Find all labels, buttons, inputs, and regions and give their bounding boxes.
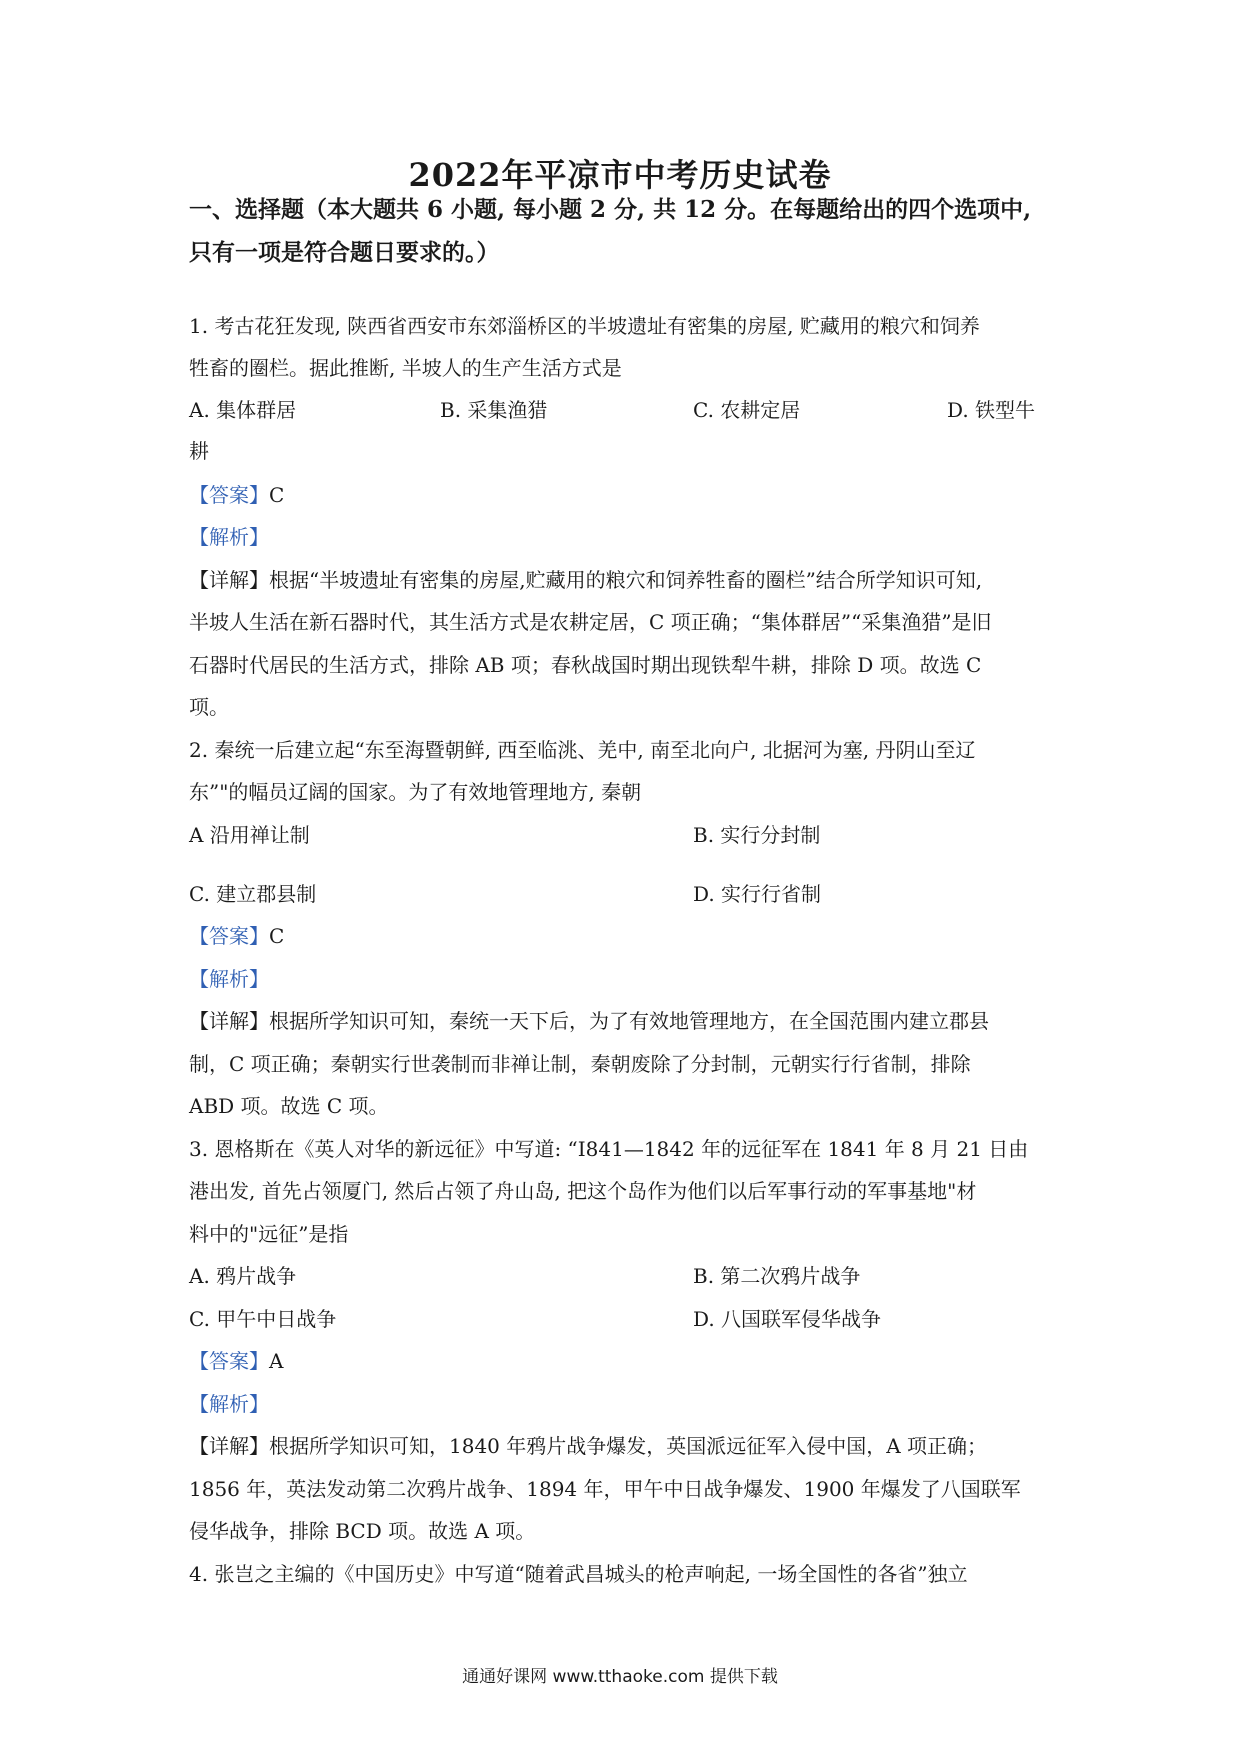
q1-option-c: C. 农耕定居 [693,398,801,422]
q4-stem-line-1: 4. 张岂之主编的《中国历史》中写道“随着武昌城头的枪声响起, 一场全国性的各省”独立 [189,1562,968,1586]
q3-detail-text-1: 根据所学知识可知，1840 年鸦片战争爆发，英国派远征军入侵中国，A 项正确； [269,1434,988,1458]
page-footer: 通通好课网 www.tthaoke.com 提供下载 [462,1667,778,1687]
q2-option-b: B. 实行分封制 [693,823,821,847]
q2-stem-line-1: 2. 秦统一后建立起“东至海暨朝鲜, 西至临洮、羌中, 南至北向户, 北据河为塞, 丹阴山至辽 [189,738,976,762]
q3-option-b: B. 第二次鸦片战争 [693,1264,861,1288]
q2-detail-line-3: ABD 项。故选 C 项。 [189,1094,389,1118]
q1-stem-line-2: 牲畜的圈栏。据此推断, 半坡人的生产生活方式是 [189,356,622,380]
q2-option-c: C. 建立郡县制 [189,882,317,906]
q1-detail-line-1 [189,566,1069,594]
q3-analysis-line [189,1390,1069,1418]
q1-answer-line [189,481,1069,509]
q2-analysis-line [189,965,1069,993]
answer-label: 【答案】 [189,483,269,507]
answer-label: 【答案】 [189,1349,269,1373]
q3-option-d: D. 八国联军侵华战争 [693,1307,882,1331]
q1-option-b: B. 采集渔猎 [440,398,548,422]
q3-detail-line-1 [189,1432,1069,1460]
section-heading-line-2: 只有一项是符合题日要求的。） [189,239,500,266]
analysis-label: 【解析】 [189,967,269,991]
q2-option-d: D. 实行行省制 [693,882,822,906]
detail-label: 【详解】 [189,568,269,592]
q3-option-a: A. 鸦片战争 [189,1264,297,1288]
q3-stem-line-3: 料中的"远征”是指 [189,1222,349,1246]
q1-stem-line-1: 1. 考古花狂发现, 陕西省西安市东郊淄桥区的半坡遗址有密集的房屋, 贮藏用的粮穴和饲养 [189,314,980,338]
q2-detail-text-1: 根据所学知识可知，秦统一天下后，为了有效地管理地方，在全国范围内建立郡县 [269,1009,989,1033]
q2-option-a: A 沿用禅让制 [189,823,310,847]
q2-detail-line-2: 制，C 项正确；秦朝实行世袭制而非禅让制，秦朝废除了分封制，元朝实行行省制，排除 [189,1052,971,1076]
q3-stem-line-1: 3. 恩格斯在《英人对华的新远征》中写道: “I841—1842 年的远征军在 1841 年 8 月 21 日由 [189,1137,1029,1161]
analysis-label: 【解析】 [189,525,269,549]
answer-label: 【答案】 [189,924,269,948]
q1-option-d: D. 铁型牛 [947,398,1036,422]
q1-option-d-wrap: 耕 [189,439,209,463]
q1-detail-line-3: 石器时代居民的生活方式，排除 AB 项；春秋战国时期出现铁犁牛耕，排除 D 项。故选 C [189,653,982,677]
q2-stem-line-2: 东”"的幅员辽阔的国家。为了有效地管理地方, 秦朝 [189,780,642,804]
detail-label: 【详解】 [189,1009,269,1033]
q1-detail-line-4: 项。 [189,695,229,719]
q3-option-c: C. 甲午中日战争 [189,1307,337,1331]
q2-answer-value: C [269,924,285,948]
q1-answer-value: C [269,483,285,507]
q1-detail-text-1: 根据“半坡遗址有密集的房屋,贮藏用的粮穴和饲养牲畜的圈栏”结合所学知识可知, [269,568,983,592]
q3-answer-value: A [269,1349,284,1373]
q1-option-a: A. 集体群居 [189,398,297,422]
q2-answer-line [189,922,1069,950]
q1-analysis-line [189,523,1069,551]
q2-detail-line-1 [189,1007,1069,1035]
q1-detail-line-2: 半坡人生活在新石器时代，其生活方式是农耕定居，C 项正确；“集体群居”“采集渔猎”是旧 [189,610,992,634]
page-title: 2022年平凉市中考历史试卷 [408,156,832,194]
q3-detail-line-2: 1856 年，英法发动第二次鸦片战争、1894 年，甲午中日战争爆发、1900 年爆发了八国联军 [189,1477,1021,1501]
detail-label: 【详解】 [189,1434,269,1458]
q3-stem-line-2: 港出发, 首先占领厦门, 然后占领了舟山岛, 把这个岛作为他们以后军事行动的军事基地"材 [189,1179,977,1203]
q3-detail-line-3: 侵华战争，排除 BCD 项。故选 A 项。 [189,1519,536,1543]
q3-answer-line [189,1347,1069,1375]
section-heading-line-1: 一、选择题（本大题共 6 小题, 每小题 2 分, 共 12 分。在每题给出的四个选项中, [189,196,1032,223]
analysis-label: 【解析】 [189,1392,269,1416]
